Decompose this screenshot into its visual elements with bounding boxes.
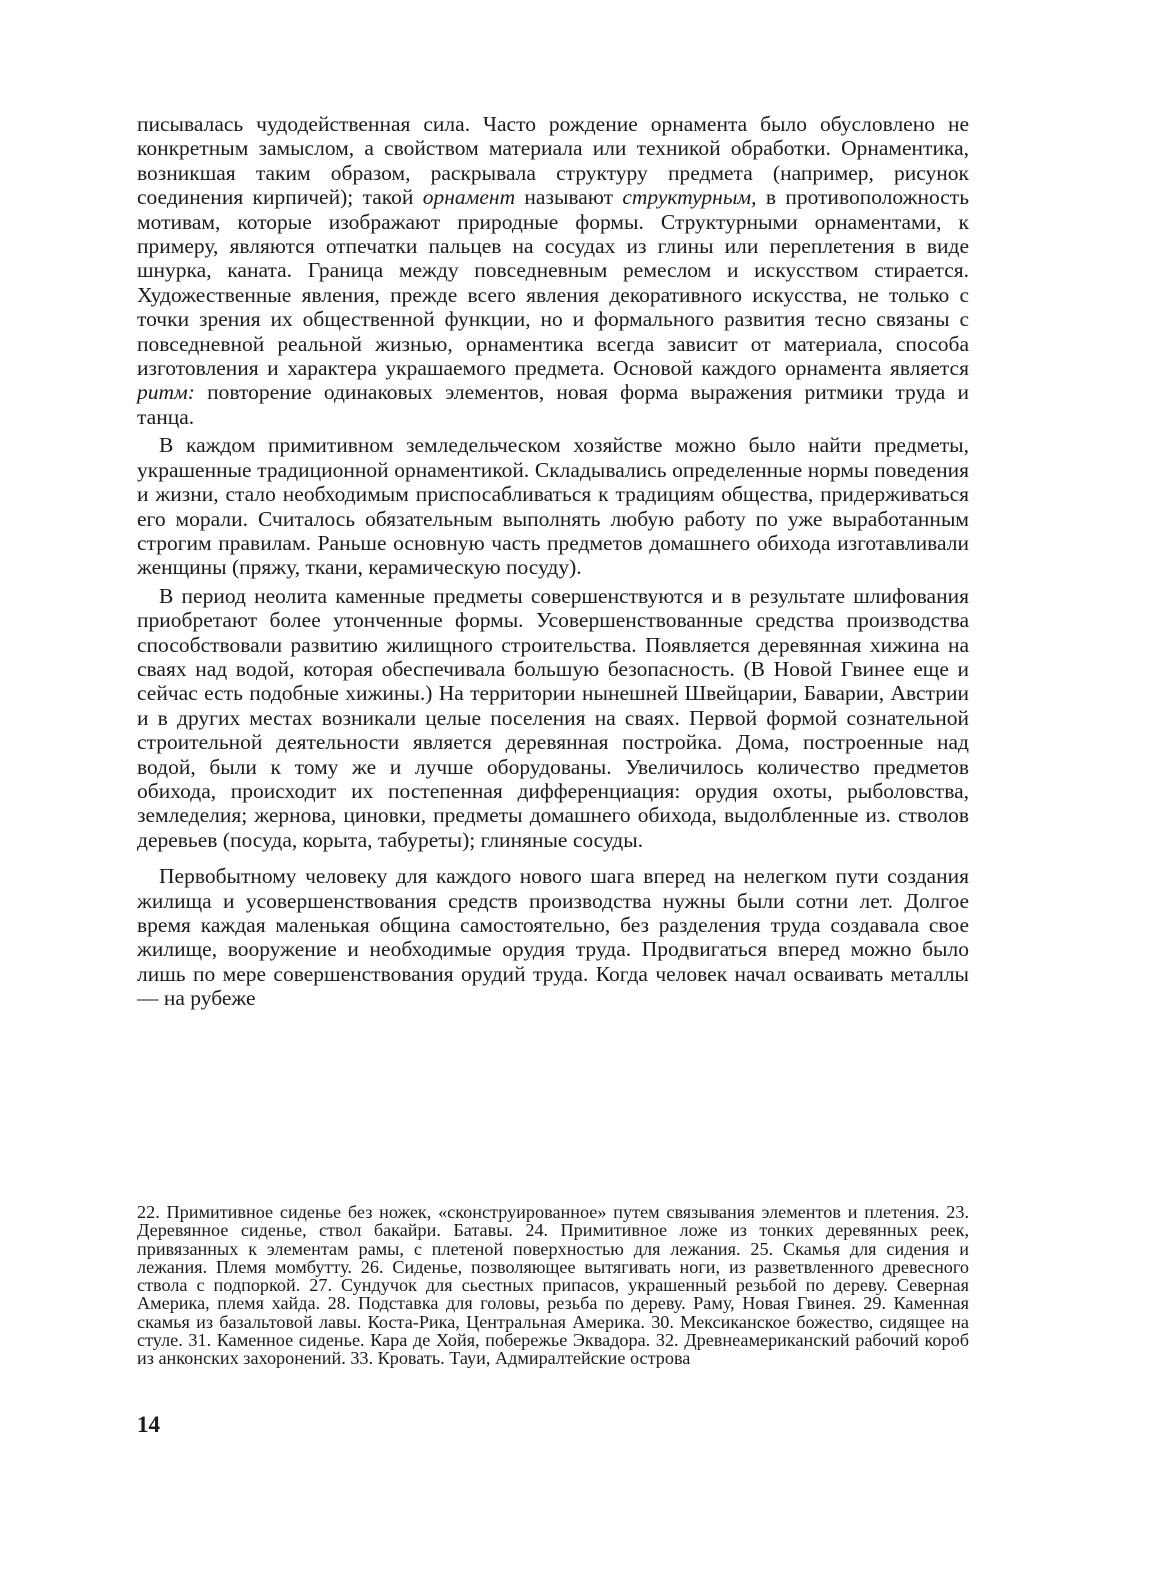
page-number: 14 [137, 1412, 160, 1437]
figure-captions: 22. Примитивное сиденье без ножек, «сконструированное» путем связывания элементов и плетения. 23. Деревянное сиденье, ствол бакайри. Батавы. 24. Примитивное ложе из тонких деревянных реек, привязанных к элементам рамы, с плетеной поверхностью для лежания. 25. Скамья для сидения и лежания. Племя момбутту. 26. Сиденье, позволяющее вытягивать ноги, из разветвленного древесного ствола с подпоркой. 27. Сундучок для сьестных припасов, украшенный резьбой по дереву. Северная Америка, племя хайда. 28. Подставка для головы, резьба по дереву. Раму, Новая Гвинея. 29. Каменная скамья из базальтовой лавы. Коста-Рика, Центральная Америка. 30. Мексиканское божество, сидящее на стуле. 31. Каменное сиденье. Кара де Хойя, побережье Эквадора. 32. Древнеамериканский рабочий короб из анконских захоронений. 33. Кровать. Тауи, Адмиралтейские острова [137, 1202, 969, 1369]
text-segment: В период неолита каменные предметы совершенствуются и в результате шлифования приобретают более утонченные формы. Усовершенствованные средства производства способствовали развитию жилищного строительства. Появляется деревянная хижина на сваях над водой, которая обеспечивала большую безопасность. (В Новой Гвинее еще и сейчас есть подобные хижины.) На территории нынешней Швейцарии, Баварии, Австрии и в других местах возникали целые поселения на сваях. Первой формой сознательной строительной деятельности является деревянная постройка. Дома, построенные над водой, были к тому же и лучше оборудованы. Увеличилось количество предметов обихода, происходит их постепенная дифференциация: орудия охоты, рыболовства, земледелия; жернова, циновки, предметы домашнего обихода, выдолбленные из. стволов деревьев (посуда, корыта, табуреты); глиняные сосуды. [137, 583, 969, 852]
italic-term: орнамент [422, 185, 516, 210]
body-paragraph [137, 433, 969, 579]
main-text [137, 112, 969, 1011]
text-segment: в противоположность мотивам, которые изображают природные формы. Структурными орнаментами, к примеру, являются отпечатки пальцев на сосудах из глины или переплетения в виде шнурка, каната. Граница между повседневным ремеслом и искусством стирается. Художественные явления, прежде всего явления декоративного искусства, не только с точки зрения их общественной функции, но и формального развития тесно связаны с повседневной реальной жизнью, орнаментика всегда зависит от материала, способа изготовления и характера украшаемого предмета. Основой каждого орнамента является [137, 185, 970, 381]
text-segment: писывалась чудодейственная сила. Часто рождение орнамента было обусловлено не конкретным замыслом, а свойством материала или техникой обработки. Орнаментика, возникшая таким образом, раскрывала структуру предмета (например, рисунок соединения кирпичей); такой [137, 112, 969, 210]
text-segment: Первобытному человеку для каждого нового шага вперед на нелегком пути создания жилища и усовершенствования средств производства нужны были сотни лет. Долгое время каждая маленькая община самостоятельно, без разделения труда создавала свое жилище, вооружение и необходимые орудия труда. Продвигаться вперед можно было лишь по мере совершенствования орудий труда. Когда человек начал осваивать металлы — на рубеже [137, 864, 969, 1011]
italic-term: структурным, [622, 185, 757, 210]
italic-term: ритм: [137, 380, 195, 405]
text-segment: В каждом примитивном земледельческом хозяйстве можно было найти предметы, украшенные традиционной орнаментикой. Складывались определенные нормы поведения и жизни, стало необходимым приспосабливаться к традициям общества, придерживаться его морали. Считалось обязательным выполнять любую работу по уже выработанным строгим правилам. Раньше основную часть предметов домашнего обихода изготавливали женщины (пряжу, ткани, керамическую посуду). [137, 433, 969, 580]
text-segment: называют [515, 185, 623, 210]
body-paragraph [137, 584, 969, 852]
text-segment: повторение одинаковых элементов, новая форма выражения ритмики труда и танца. [137, 380, 969, 429]
body-paragraph [137, 864, 969, 1010]
body-paragraph [137, 112, 969, 429]
